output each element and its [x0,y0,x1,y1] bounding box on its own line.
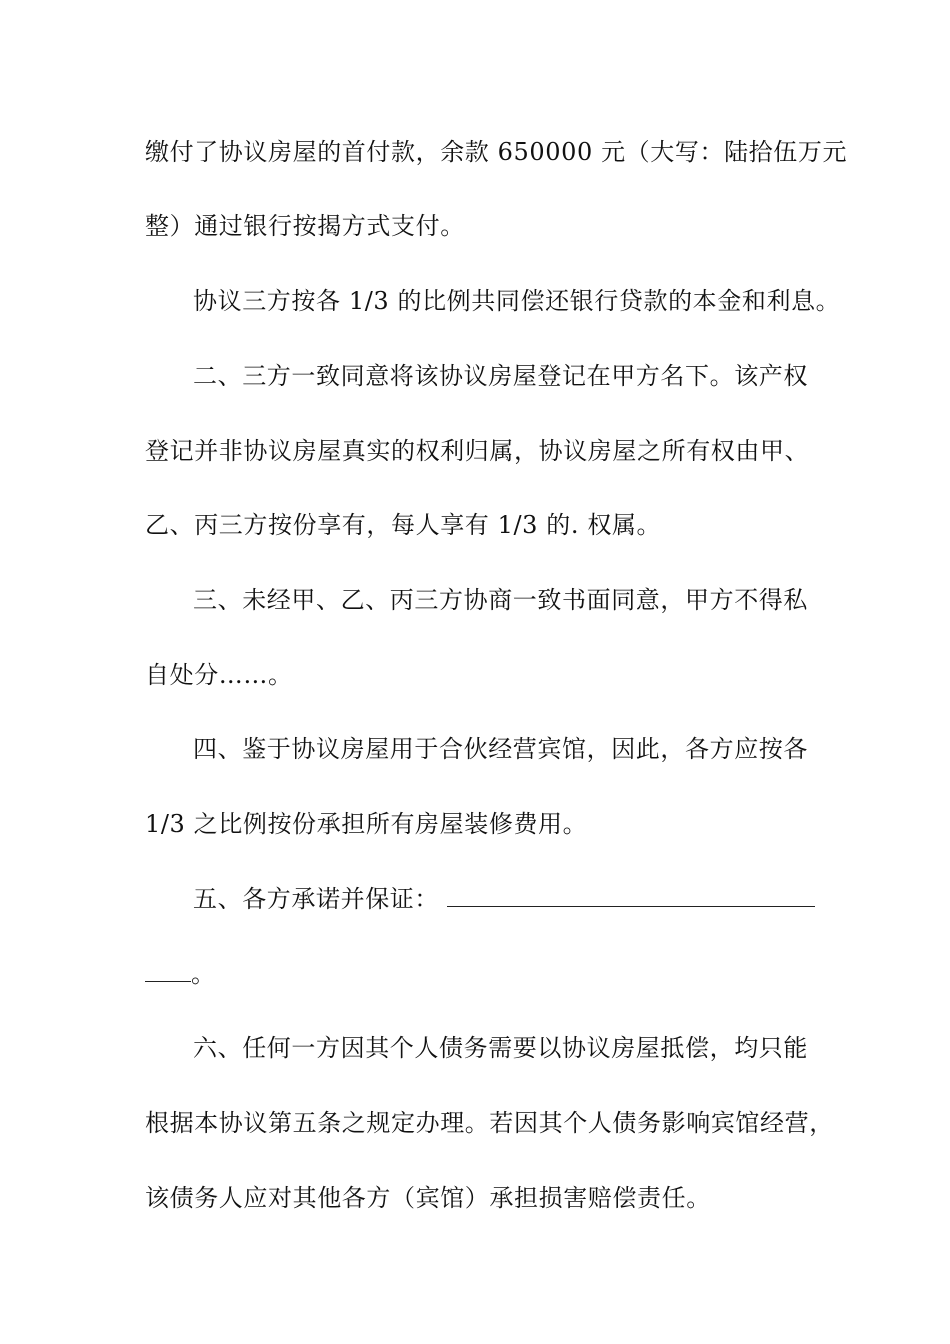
paragraph-line: 根据本协议第五条之规定办理。若因其个人债务影响宾馆经营， [145,1109,834,1137]
paragraph-line: 1/3 之比例按份承担所有房屋装修费用。 [145,810,588,838]
paragraph-line [145,958,810,990]
paragraph-line: 整）通过银行按揭方式支付。 [145,212,465,240]
paragraph-line: 协议三方按各 1/3 的比例共同偿还银行贷款的本金和利息。 [193,287,841,315]
paragraph-line: 乙、丙三方按份享有，每人享有 1/3 的. 权属。 [145,511,662,539]
paragraph-line: 该债务人应对其他各方（宾馆）承担损害赔偿责任。 [145,1184,711,1212]
paragraph-line: 登记并非协议房屋真实的权利归属，协议房屋之所有权由甲、 [145,437,810,465]
clause-five-line [193,883,810,915]
fill-in-blank[interactable] [145,959,191,982]
paragraph-line: 自处分……。 [145,661,293,689]
paragraph-line: 缴付了协议房屋的首付款，余款 650000 元（大写：陆拾伍万元 [145,138,848,166]
clause-three-line: 三、未经甲、乙、丙三方协商一致书面同意，甲方不得私 [193,586,808,614]
clause-six-line: 六、任何一方因其个人债务需要以协议房屋抵偿，均只能 [193,1034,808,1062]
fill-in-blank[interactable] [447,884,815,907]
clause-two-line: 二、三方一致同意将该协议房屋登记在甲方名下。该产权 [193,362,808,390]
clause-five-label: 五、各方承诺并保证： [193,885,439,913]
clause-four-line: 四、鉴于协议房屋用于合伙经营宾馆，因此，各方应按各 [193,735,808,763]
blank-terminator: 。 [191,960,216,988]
